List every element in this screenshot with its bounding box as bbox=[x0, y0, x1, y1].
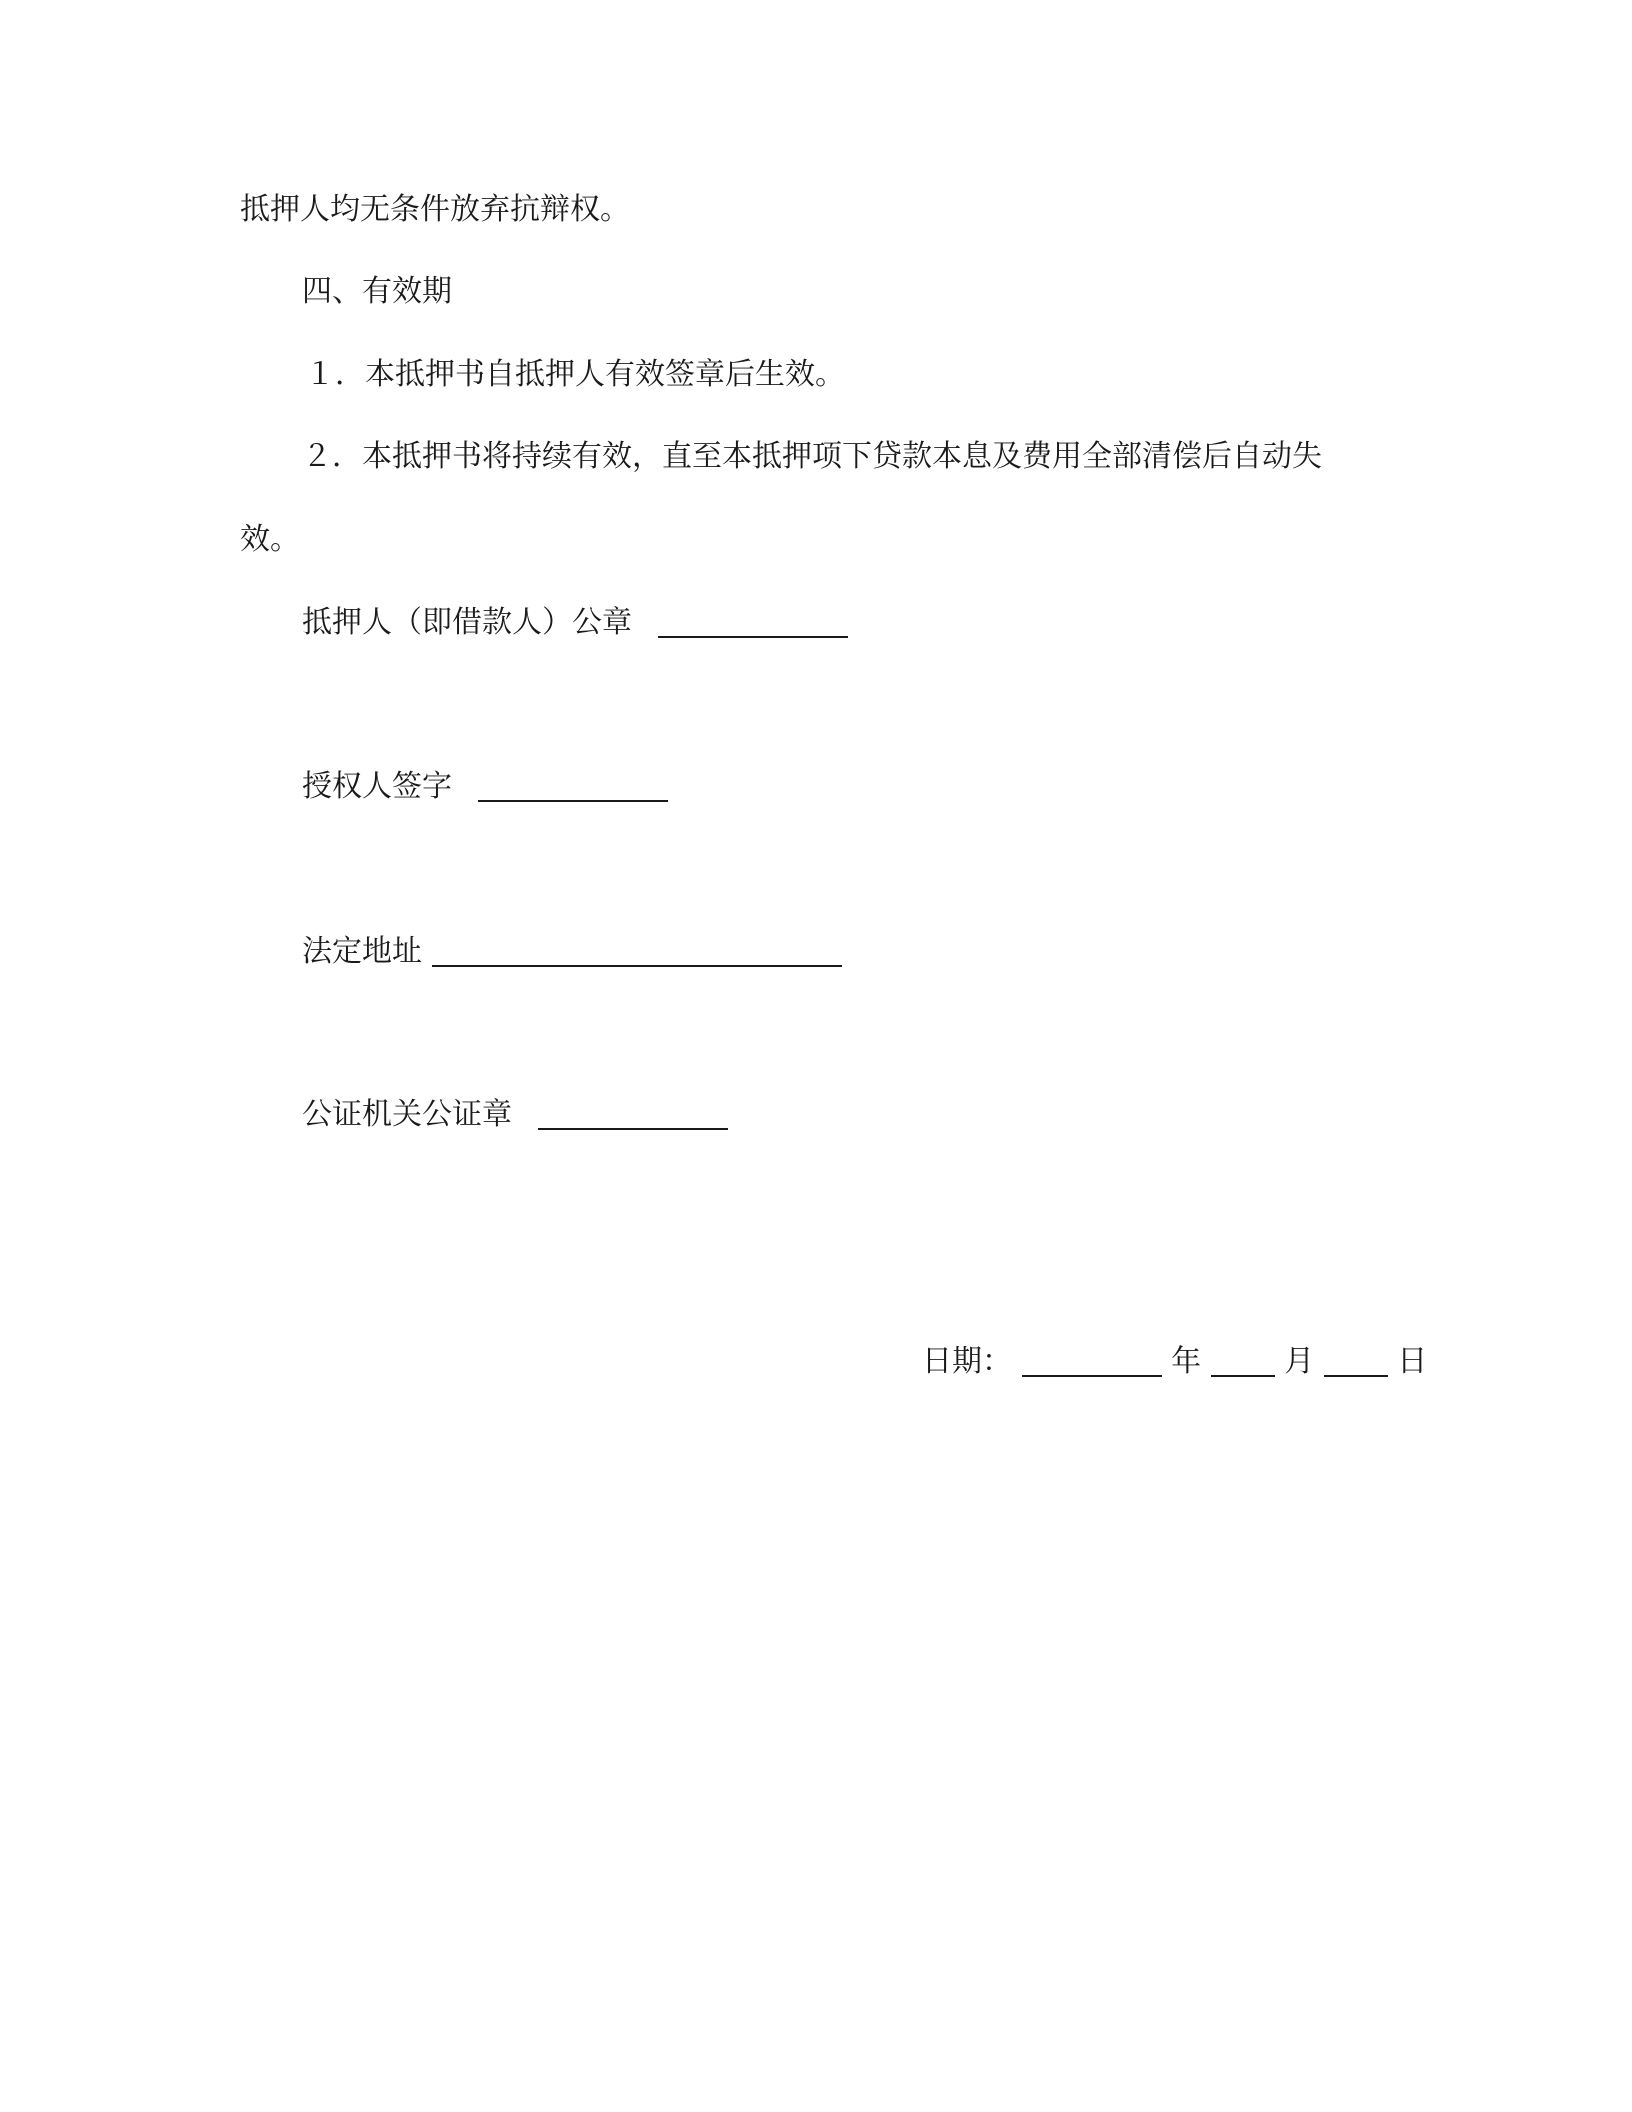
legal-address-row bbox=[302, 935, 842, 967]
date-day-blank[interactable] bbox=[1324, 1345, 1388, 1377]
mortgagor-seal-label: 抵押人（即借款人）公章 bbox=[302, 605, 632, 640]
legal-address-blank[interactable] bbox=[432, 935, 842, 967]
date-year-label: 年 bbox=[1171, 1344, 1202, 1379]
date-label: 日期： bbox=[922, 1344, 1012, 1379]
date-month-blank[interactable] bbox=[1211, 1345, 1275, 1377]
continuation-text: 抵押人均无条件放弃抗辩权。 bbox=[240, 192, 630, 227]
mortgagor-seal-row bbox=[302, 606, 848, 638]
authorized-signature-row bbox=[302, 770, 668, 802]
date-row bbox=[922, 1345, 1427, 1377]
section-heading-validity: 四、有效期 bbox=[302, 274, 452, 309]
authorized-signature-label: 授权人签字 bbox=[302, 769, 452, 804]
date-year-blank[interactable] bbox=[1022, 1345, 1162, 1377]
notary-seal-row bbox=[302, 1098, 728, 1130]
notary-seal-label: 公证机关公证章 bbox=[302, 1097, 512, 1132]
clause-item-2: ２．本抵押书将持续有效，直至本抵押项下贷款本息及费用全部清偿后自动失 bbox=[302, 439, 1322, 474]
clause-item-1: １．本抵押书自抵押人有效签章后生效。 bbox=[305, 357, 845, 392]
notary-seal-blank[interactable] bbox=[538, 1098, 728, 1130]
date-month-label: 月 bbox=[1284, 1344, 1315, 1379]
authorized-signature-blank[interactable] bbox=[478, 770, 668, 802]
clause-item-2-continuation: 效。 bbox=[240, 522, 300, 557]
date-day-label: 日 bbox=[1397, 1344, 1428, 1379]
mortgagor-seal-blank[interactable] bbox=[658, 606, 848, 638]
legal-address-label: 法定地址 bbox=[302, 934, 422, 969]
